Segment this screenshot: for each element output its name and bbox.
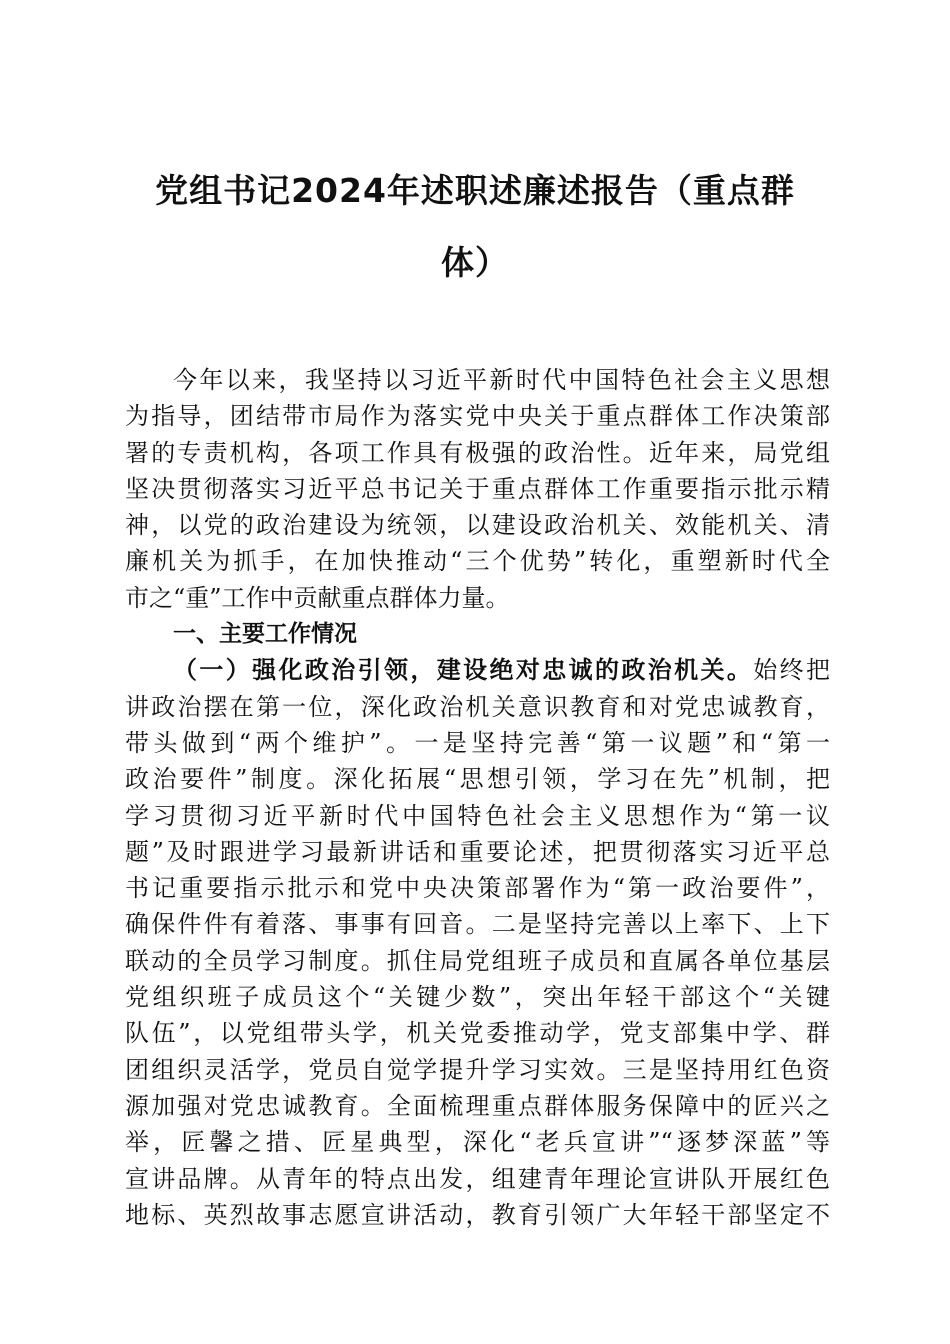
body-line: 政治要件”制度。深化拓展“思想引领，学习在先”机制，把 [125,765,830,794]
intro-line: 今年以来，我坚持以习近平新时代中国特色社会主义思想 [173,366,830,394]
body-line: 队伍”，以党组带头学，机关党委推动学，党支部集中学、群 [125,1019,830,1048]
body-line: 讲政治摆在第一位，深化政治机关意识教育和对党忠诚教育， [125,692,830,721]
body-line: 党组织班子成员这个“关键少数”，突出年轻干部这个“关键 [125,983,830,1012]
intro-line: 市之“重”工作中贡献重点群体力量。 [125,583,510,612]
intro-line: 廉机关为抓手，在加快推动“三个优势”转化，重塑新时代全 [125,547,830,576]
body-line: 源加强对党忠诚教育。全面梳理重点群体服务保障中的匠兴之 [125,1091,830,1120]
subsection-first-line-text: 始终把 [753,656,830,685]
body-line: 确保件件有着落、事事有回音。二是坚持完善以上率下、上下 [125,910,830,939]
intro-line: 坚决贯彻落实习近平总书记关于重点群体工作重要指示批示精 [125,474,830,503]
body-line: 联动的全员学习制度。抓住局党组班子成员和直属各单位基层 [125,946,830,975]
body-line: 地标、英烈故事志愿宣讲活动，教育引领广大年轻干部坚定不 [125,1200,830,1229]
body-line: 学习贯彻习近平新时代中国特色社会主义思想作为“第一议 [125,801,830,830]
intro-line: 神，以党的政治建设为统领，以建设政治机关、效能机关、清 [125,511,830,540]
body-line: 书记重要指示批示和党中央决策部署作为“第一政治要件”， [125,874,830,903]
body-line: 宣讲品牌。从青年的特点出发，组建青年理论宣讲队开展红色 [125,1164,830,1193]
document-title-line-1: 党组书记2024年述职述廉述报告（重点群 [155,171,795,210]
body-line: 题”及时跟进学习最新讲话和重要论述，把贯彻落实习近平总 [125,837,830,866]
body-line: 团组织灵活学，党员自觉学提升学习实效。三是坚持用红色资 [125,1055,830,1084]
intro-line: 署的专责机构，各项工作具有极强的政治性。近年来，局党组 [125,438,830,467]
subsection-first-line [125,652,830,688]
section-heading: 一、主要工作情况 [173,621,357,648]
subsection-heading: （一）强化政治引领，建设绝对忠诚的政治机关。 [173,655,754,685]
intro-line: 为指导，团结带市局作为落实党中央关于重点群体工作决策部 [125,402,830,431]
document-body [125,362,830,1233]
document-title-line-2: 体） [441,243,509,282]
body-line: 举，匠馨之措、匠星典型，深化“老兵宣讲”“逐梦深蓝”等 [125,1128,830,1157]
body-line: 带头做到“两个维护”。一是坚持完善“第一议题”和“第一 [125,728,830,757]
